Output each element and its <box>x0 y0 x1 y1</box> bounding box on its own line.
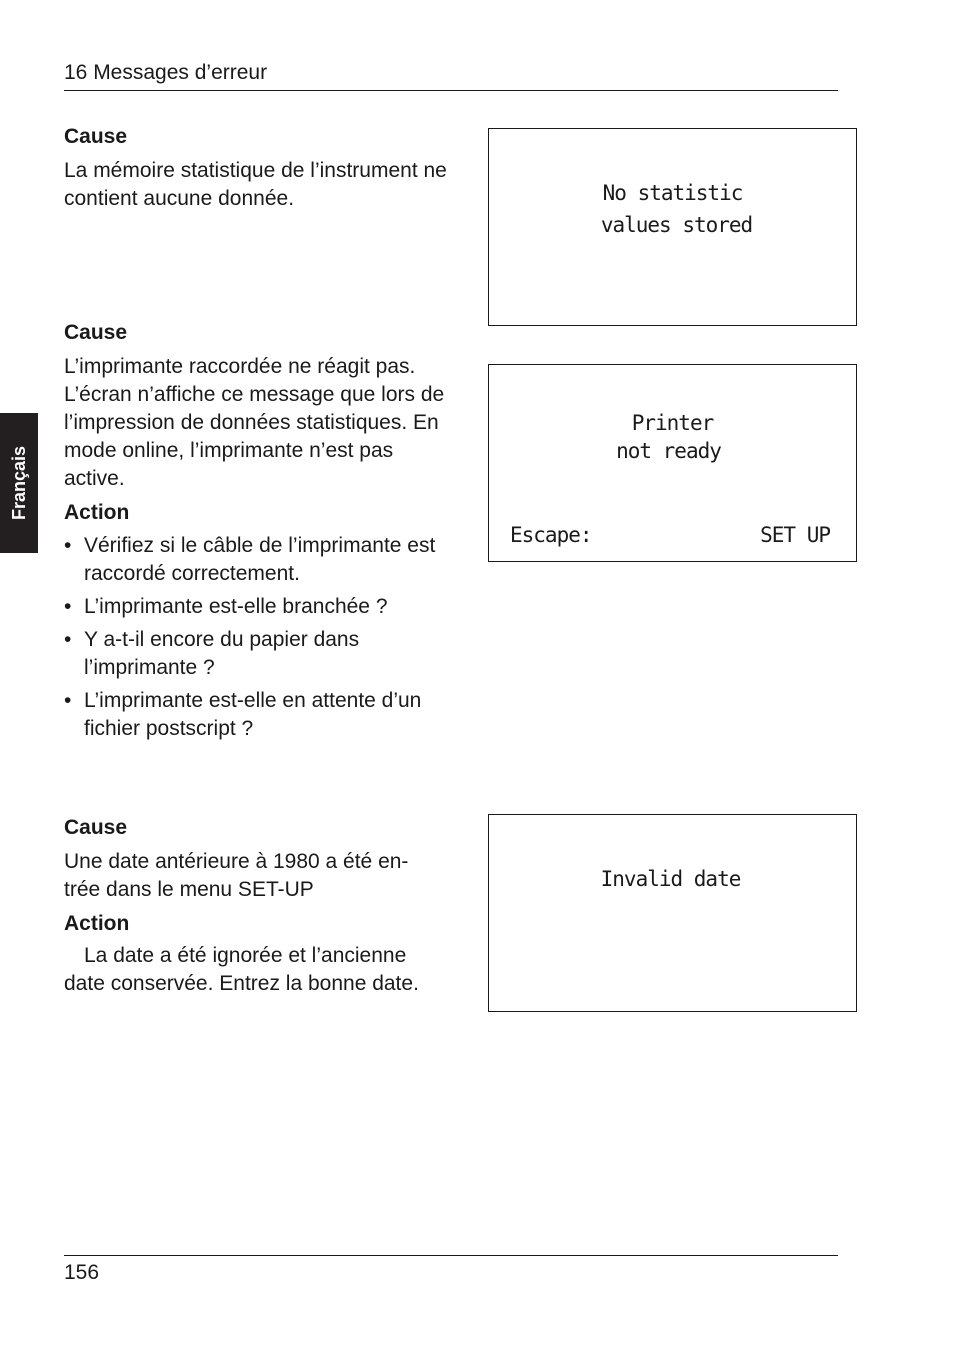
section-no-statistics <box>64 123 459 213</box>
footer-rule <box>64 1255 838 1256</box>
list-item: • L’imprimante est-elle branchée ? <box>64 593 459 621</box>
cause-text: La mémoire statistique de l’instrument ne contient aucune donnée. <box>64 159 447 210</box>
cause-heading: Cause <box>64 816 128 839</box>
language-tab-label: Français <box>9 445 29 521</box>
action-heading: Action <box>64 501 130 524</box>
display-line: Printer <box>631 411 714 435</box>
list-item: • Vérifiez si le câble de l’imprimante est raccordé correctement. <box>64 532 459 588</box>
list-item: • L’imprimante est-elle en attente d’un fichier postscript ? <box>64 687 459 743</box>
cause-heading: Cause <box>64 125 128 148</box>
cause-text: Une date antérieure à 1980 a été en-trée dans le menu SET-UP <box>64 850 409 901</box>
display-line: No statistic <box>602 181 743 205</box>
softkey-setup-label: SET UP <box>760 523 830 547</box>
display-printer-not-ready <box>488 364 857 562</box>
action-text: La date a été ignorée et l’ancienne date conservée. Entrez la bonne date. <box>64 944 419 995</box>
display-line: Invalid date <box>600 867 741 891</box>
section-printer-not-ready <box>64 319 459 743</box>
display-no-statistics <box>488 128 857 326</box>
list-item: • Y a-t-il encore du papier dans l’imprimante ? <box>64 626 459 682</box>
cause-text: L’imprimante raccordée ne réagit pas. L’écran n’affiche ce message que lors de l’impression de données statistiques. En mode online, l’imprimante n’est pas active. <box>64 355 445 490</box>
running-header: 16 Messages d’erreur <box>64 61 268 84</box>
action-heading: Action <box>64 912 130 935</box>
page-number: 156 <box>64 1261 100 1284</box>
display-invalid-date <box>488 814 857 1012</box>
cause-heading: Cause <box>64 321 128 344</box>
action-list <box>64 532 459 743</box>
softkey-escape-label: Escape: <box>510 523 592 547</box>
section-invalid-date <box>64 814 444 998</box>
header-rule <box>64 90 838 91</box>
display-line: not ready <box>616 439 721 463</box>
display-line: values stored <box>600 213 753 237</box>
language-tab <box>0 413 38 553</box>
